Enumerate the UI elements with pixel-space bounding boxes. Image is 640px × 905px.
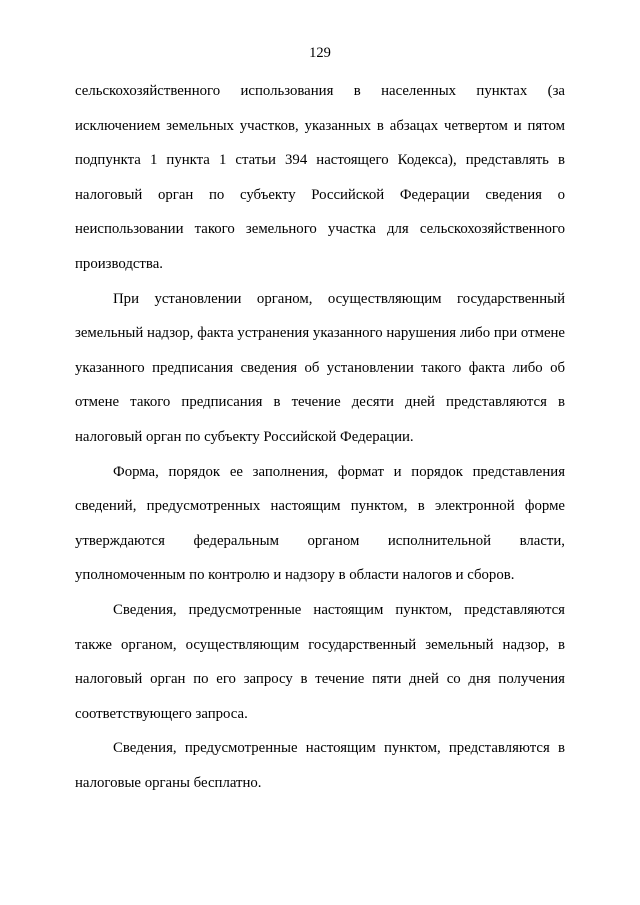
document-body — [75, 74, 565, 800]
paragraph-continuation: сельскохозяйственного использования в населенных пунктах (за исключением земельных участков, указанных в абзацах четвертом и пятом подпункта 1 пункта 1 статьи 394 настоящего Кодекса), представлять в налоговый орган по субъекту Российской Федерации сведения о неиспользовании такого земельного участка для сельскохозяйственного производства. — [75, 83, 565, 272]
paragraph-supervision-elimination: При установлении органом, осуществляющим государственный земельный надзор, факта устранения указанного нарушения либо при отмене указанного предписания сведения об установлении такого факта либо об отмене такого предписания в течение десяти дней представляются в налоговый орган по субъекту Российской Федерации. — [75, 290, 565, 445]
paragraph-form-and-format: Форма, порядок ее заполнения, формат и порядок представления сведений, предусмотренных настоящим пунктом, в электронной форме утверждаются федеральным органом исполнительной власти, уполномоченным по контролю и надзору в области налогов и сборов. — [75, 463, 565, 584]
page-number: 129 — [309, 45, 331, 61]
paragraph-free-of-charge: Сведения, предусмотренные настоящим пунктом, представляются в налоговые органы бесплатно. — [75, 740, 565, 791]
paragraph-on-request: Сведения, предусмотренные настоящим пунктом, представляются также органом, осуществляющим государственный земельный надзор, в налоговый орган по его запросу в течение пяти дней со дня получения соответствующего запроса. — [75, 601, 565, 722]
